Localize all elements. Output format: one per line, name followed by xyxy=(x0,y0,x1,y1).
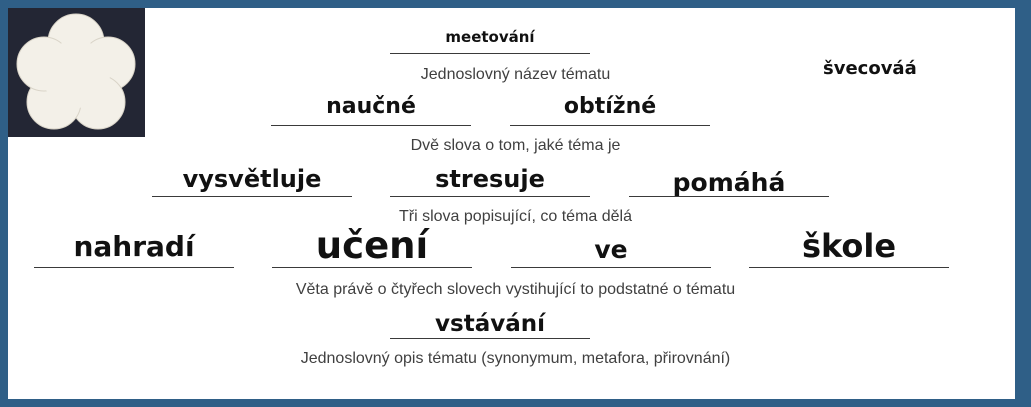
adjective-blank-1 xyxy=(271,94,471,126)
synonym-blank xyxy=(390,310,590,339)
sentence-blank-3 xyxy=(511,233,711,268)
sentence-word-1: nahradí xyxy=(73,230,195,263)
synonym-label: Jednoslovný opis tématu (synonymum, metafora, přirovnání) xyxy=(300,350,731,367)
adjective-word-2: obtížné xyxy=(563,94,657,119)
sentence-blank-1 xyxy=(34,230,234,268)
sentence-label: Věta právě o čtyřech slovech vystihující to podstatné o tématu xyxy=(295,281,736,298)
verb-word-3: pomáhá xyxy=(672,168,786,197)
verb-word-2: stresuje xyxy=(435,165,545,193)
verbs-label: Tři slova popisující, co téma dělá xyxy=(399,208,632,225)
verb-word-1: vysvětluje xyxy=(182,165,322,193)
sentence-blank-2 xyxy=(272,224,472,268)
adjective-word-1: naučné xyxy=(326,94,416,119)
verb-blank-3 xyxy=(629,169,829,197)
topic-name-word: meetování xyxy=(445,28,535,46)
sentence-word-2: učení xyxy=(315,224,429,267)
corner-word: švecováá xyxy=(823,58,917,79)
sentence-word-3: ve xyxy=(594,235,628,264)
sentence-word-4: škole xyxy=(801,227,897,265)
verb-blank-1 xyxy=(152,165,352,197)
topic-name-label: Jednoslovný název tématu xyxy=(420,66,611,83)
verb-blank-2 xyxy=(390,165,590,197)
topic-name-blank xyxy=(390,28,590,54)
adjectives-label: Dvě slova o tom, jaké téma je xyxy=(410,137,621,154)
sentence-blank-4 xyxy=(749,226,949,268)
adjective-blank-2 xyxy=(510,94,710,126)
synonym-word: vstávání xyxy=(435,311,545,337)
